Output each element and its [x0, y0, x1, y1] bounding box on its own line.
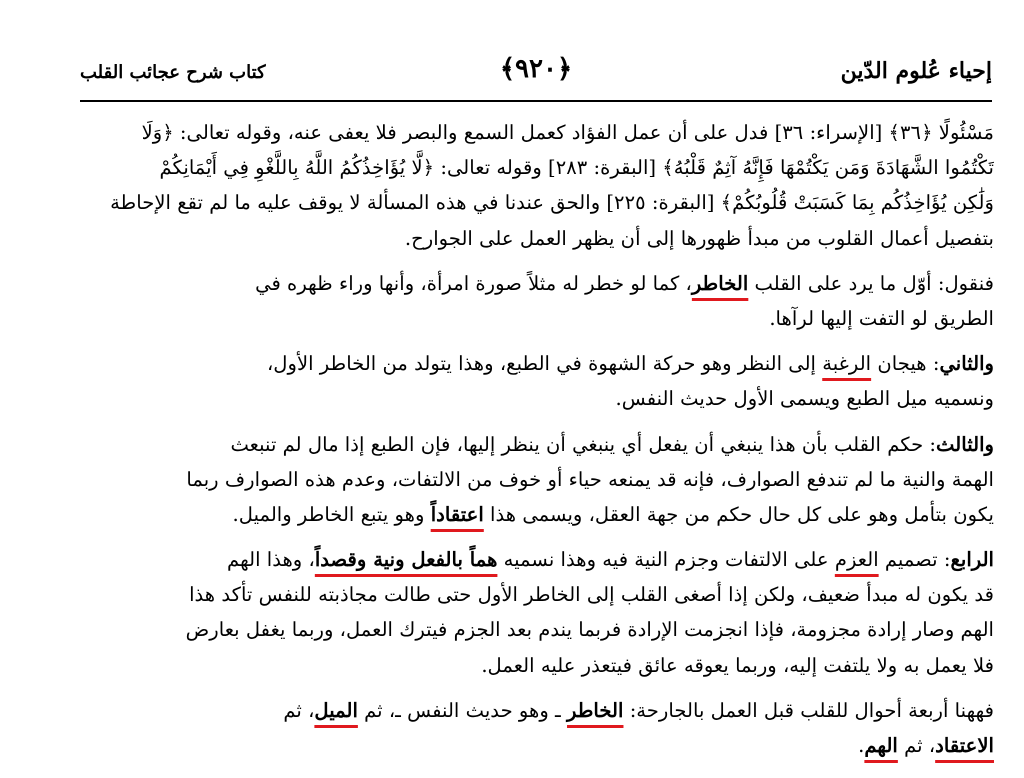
text-span: وهو يتبع الخاطر والميل.	[232, 502, 425, 526]
highlight-raghba: الرغبة	[822, 352, 872, 376]
highlight-khatir: الخاطر	[691, 271, 749, 295]
text-line: الهمة والنية ما لم تندفع الصوارف، فإنه قد يمنعه حياء أو خوف من الالتفات، وعدم هذه الصوارف ربما	[186, 467, 994, 491]
paragraph-heading: والثاني	[939, 352, 994, 376]
text-span: ، كما لو خطر له مثلاً صورة امرأة، وأنها وراء ظهره في	[255, 271, 692, 295]
highlight-ham: هماً بالفعل ونية وقصداً	[314, 548, 498, 572]
page-number: ﴿٩٢٠﴾	[499, 54, 573, 84]
text-span: ـ وهو حديث النفس ـ، ثم	[364, 698, 561, 722]
page-body	[72, 115, 994, 763]
highlight-mayl: الميل	[314, 698, 358, 722]
text-span: : تصميم	[884, 548, 951, 572]
text-span: فههنا أربعة أحوال للقلب قبل العمل بالجارحة:	[629, 698, 994, 722]
highlight-itiqad-2: الاعتقاد	[935, 734, 994, 757]
text-line: فلا يعمل به ولا يلتفت إليه، وربما يعوقه عائق فيتعذر عليه العمل.	[481, 653, 994, 677]
paragraph-summary	[72, 693, 994, 728]
text-line: الهم وصار إرادة مجزومة، فإذا انجزمت الإرادة فربما يندم بعد الجزم فيترك العمل، وربما يغفل بعارض	[185, 618, 994, 642]
text-span: ، وهذا الهم	[227, 548, 315, 572]
text-span: ، ثم	[283, 698, 315, 722]
text-span: إلى النظر وهو حركة الشهوة في الطبع، وهذا يتولد من الخاطر الأول،	[266, 352, 816, 376]
paragraph-fourth-state	[72, 542, 994, 577]
text-line: ونسميه ميل الطبع ويسمى الأول حديث النفس.	[615, 387, 994, 411]
paragraph-heading: والثالث	[936, 432, 994, 456]
highlight-azm: العزم	[834, 548, 879, 572]
section-title: كتاب شرح عجائب القلب	[80, 62, 266, 83]
text-span: : هيجان	[877, 352, 940, 376]
highlight-khatir-2: الخاطر	[567, 698, 624, 722]
paragraph-first-state	[72, 266, 994, 301]
paragraph-second-state	[72, 346, 994, 381]
text-span: .	[858, 734, 865, 757]
text-line: مَسْئُولًا ﴿٣٦﴾ [الإسراء: ٣٦] فدل على أن عمل الفؤاد كعمل السمع والبصر فلا يعفى عنه، وقوله تعالى: ﴿وَلَا	[141, 121, 994, 144]
paragraph-third-state	[72, 427, 994, 462]
text-span: على الالتفات وجزم النية فيه وهذا نسميه	[503, 548, 829, 572]
paragraph-heading: الرابع	[950, 548, 994, 572]
text-line: وَلَٰكِن يُؤَاخِذُكُم بِمَا كَسَبَتْ قُلُوبُكُمْ﴾ [البقرة: ٢٢٥] والحق عندنا في هذه المسألة لا يوقف عليه ما لم تقع الإحاطة	[110, 191, 994, 215]
text-span: فنقول: أوّل ما يرد على القلب	[754, 271, 994, 295]
text-span: يكون بتأمل وهو على كل حال حكم من جهة العقل، ويسمى هذا	[490, 502, 994, 526]
text-line: الطريق لو التفت إليها لرآها.	[769, 306, 994, 330]
text-span: : حكم القلب بأن هذا ينبغي أن يفعل أي ينبغي أن ينظر إليها، فإن الطبع إذا مال لم تنبعث	[230, 432, 937, 456]
text-line: بتفصيل أعمال القلوب من مبدأ ظهورها إلى أن يظهر العمل على الجوارح.	[404, 226, 994, 250]
highlight-itiqad: اعتقاداً	[430, 502, 484, 526]
page-header	[80, 48, 992, 102]
text-span: ، ثم	[904, 734, 936, 757]
text-line	[72, 728, 994, 763]
text-line: قد يكون له مبدأ ضعيف، ولكن إذا أصغى القلب إلى الخاطر الأول حتى طالت مجاذبته للنفس تأكد هذا	[189, 583, 994, 607]
highlight-ham-2: الهم	[864, 734, 898, 757]
book-title: إحياء عُلوم الدّين	[840, 58, 992, 84]
text-line	[72, 497, 994, 532]
text-line: تَكْتُمُوا الشَّهَادَةَ وَمَن يَكْتُمْهَا فَإِنَّهُ آثِمٌ قَلْبُهُ﴾ [البقرة: ٢٨٣] وقوله تعالى: ﴿لَّا يُؤَاخِذُكُمُ اللَّهُ بِاللَّغْوِ فِي أَيْمَانِكُمْ	[159, 156, 994, 180]
